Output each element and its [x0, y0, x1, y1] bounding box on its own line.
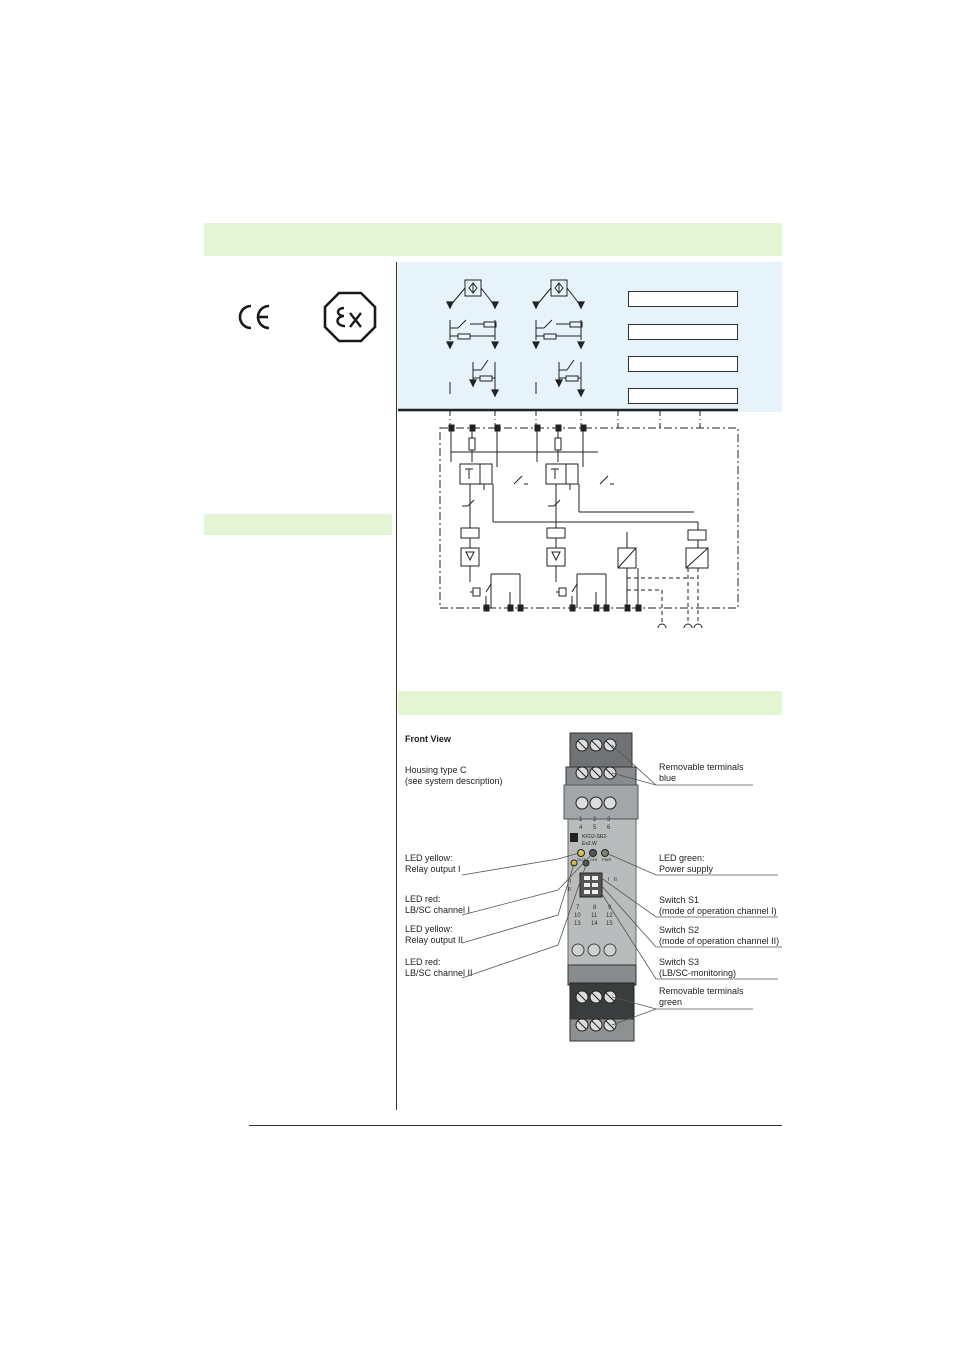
terminal-number: 10 [574, 913, 581, 919]
roman-label: II [614, 877, 617, 883]
label-led-yellow-relay-2: LED yellow: Relay output II [405, 924, 464, 945]
brand-logo-icon [570, 833, 578, 842]
terminal-number: 6 [607, 825, 611, 831]
label-removable-terminals-blue: Removable terminals blue [659, 762, 744, 783]
roman-label: II [568, 887, 571, 893]
ce-mark-icon [234, 300, 274, 334]
terminal-number: 9 [608, 905, 612, 911]
terminal-number: 15 [606, 921, 613, 927]
terminal-number: 7 [576, 905, 580, 911]
label-led-green-power: LED green: Power supply [659, 853, 714, 874]
device-model: KFD2-SR2- [582, 834, 608, 840]
terminal-number: 13 [574, 921, 581, 927]
sensor-symbol-1 [450, 280, 495, 306]
led-label: CHI [590, 857, 597, 862]
housing-label: Housing type C (see system description) [405, 765, 503, 786]
roman-label: I [570, 879, 572, 885]
terminal-number: 8 [593, 905, 597, 911]
led-label: OUT [577, 857, 586, 862]
terminal-number: 14 [591, 921, 598, 927]
terminal-number: 2 [593, 817, 597, 823]
label-led-red-lbsc-1: LED red: LB/SC channel I [405, 894, 471, 915]
header-band [204, 223, 782, 256]
front-view-band [398, 691, 782, 715]
label-switch-s3: Switch S3 (LB/SC-monitoring) [659, 957, 737, 978]
terminal-number: 5 [593, 825, 597, 831]
dip-switch-block [580, 873, 602, 897]
left-section-band [204, 514, 392, 535]
footer-rule [249, 1125, 782, 1126]
sensor-symbol-2 [536, 280, 581, 306]
label-switch-s1: Switch S1 (mode of operation channel I) [659, 895, 777, 916]
column-divider [396, 262, 397, 1110]
terminal-number: 4 [579, 825, 583, 831]
circuit-diagram [398, 262, 782, 662]
terminal-number: 12 [606, 913, 613, 919]
label-removable-terminals-green: Removable terminals green [659, 986, 744, 1007]
roman-label: I [608, 877, 610, 883]
front-view-title: Front View [405, 734, 451, 744]
terminal-number: 3 [607, 817, 611, 823]
terminal-number: 1 [579, 817, 583, 823]
led-green-power-icon [602, 850, 609, 857]
led-label: PWR [602, 857, 612, 862]
label-led-red-lbsc-2: LED red: LB/SC channel II [405, 957, 473, 978]
label-switch-s2: Switch S2 (mode of operation channel II) [659, 925, 780, 946]
device-model-line2: Ex2.W [582, 841, 597, 847]
ex-mark-icon [323, 291, 377, 343]
label-led-yellow-relay-1: LED yellow: Relay output I [405, 853, 461, 874]
device-front-panel [398, 725, 782, 1045]
terminal-number: 11 [591, 913, 598, 919]
